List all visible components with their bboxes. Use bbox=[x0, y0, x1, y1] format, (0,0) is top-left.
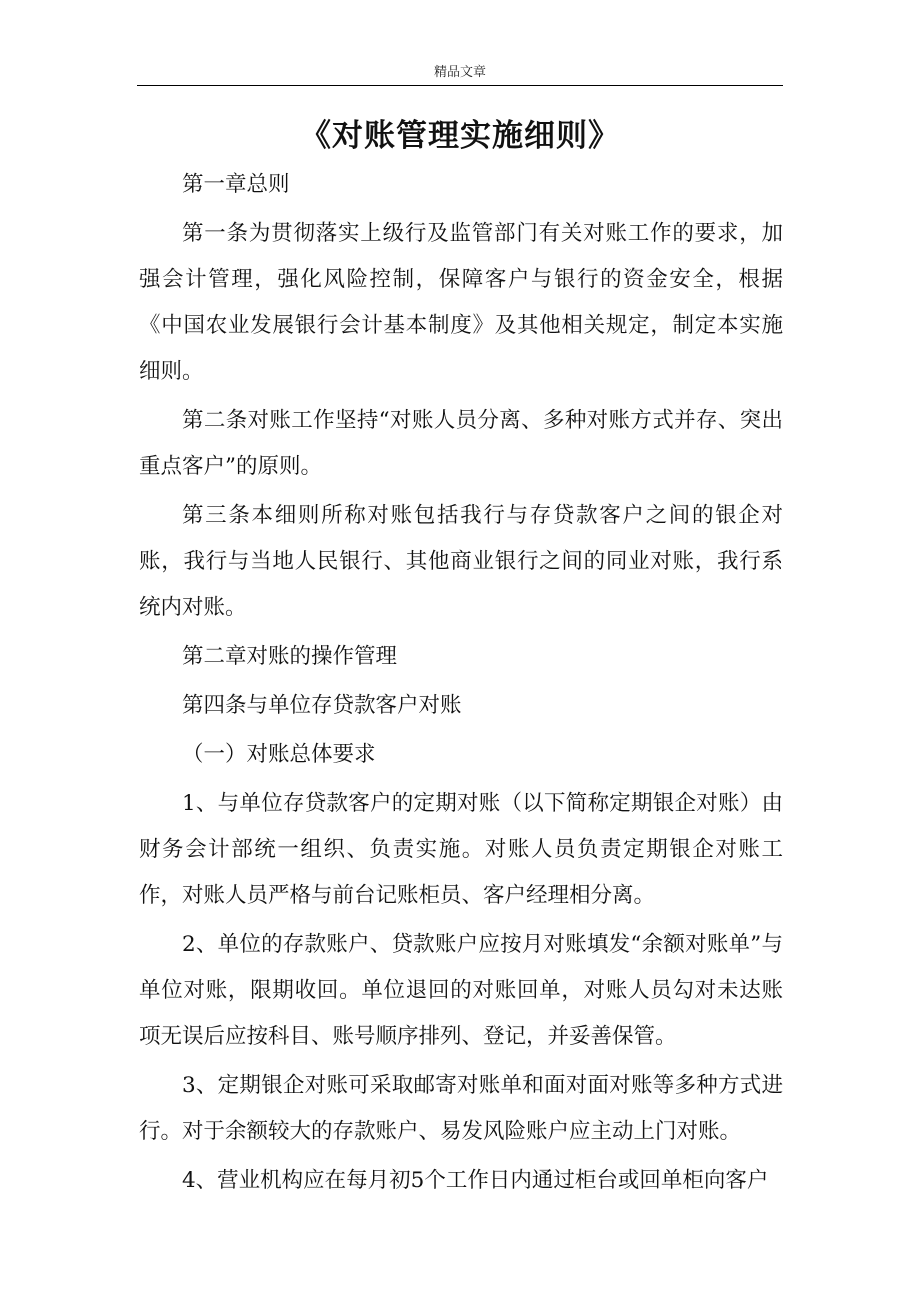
section-heading: （一）对账总体要求 bbox=[182, 742, 376, 767]
document-body bbox=[139, 162, 783, 1204]
list-item: 2、单位的存款账户、贷款账户应按月对账填发“余额对账单”与单位对账，限期收回。单位退回的对账回单，对账人员勾对未达账项无误后应按科目、账号顺序排列、登记，并妥善保管。 bbox=[139, 932, 783, 1049]
article-paragraph: 第三条本细则所称对账包括我行与存贷款客户之间的银企对账，我行与当地人民银行、其他商业银行之间的同业对账，我行系统内对账。 bbox=[139, 503, 783, 620]
article-paragraph: 第二条对账工作坚持“对账人员分离、多种对账方式并存、突出重点客户”的原则。 bbox=[139, 408, 783, 479]
document-title: 《对账管理实施细则》 bbox=[300, 118, 620, 154]
list-item: 1、与单位存贷款客户的定期对账（以下简称定期银企对账）由财务会计部统一组织、负责实施。对账人员负责定期银企对账工作，对账人员严格与前台记账柜员、客户经理相分离。 bbox=[139, 791, 783, 908]
article-paragraph: 第一条为贯彻落实上级行及监管部门有关对账工作的要求，加强会计管理，强化风险控制，保障客户与银行的资金安全，根据《中国农业发展银行会计基本制度》及其他相关规定，制定本实施细则。 bbox=[139, 221, 783, 384]
chapter-heading: 第一章总则 bbox=[182, 172, 290, 197]
list-item: 4、营业机构应在每月初5个工作日内通过柜台或回单柜向客户 bbox=[182, 1168, 769, 1193]
chapter-heading: 第二章对账的操作管理 bbox=[182, 644, 398, 669]
header-divider bbox=[137, 85, 783, 86]
list-item: 3、定期银企对账可采取邮寄对账单和面对面对账等多种方式进行。对于余额较大的存款账户、易发风险账户应主动上门对账。 bbox=[139, 1073, 783, 1144]
article-paragraph: 第四条与单位存贷款客户对账 bbox=[182, 693, 462, 718]
page-header: 精品文章 bbox=[433, 65, 486, 80]
